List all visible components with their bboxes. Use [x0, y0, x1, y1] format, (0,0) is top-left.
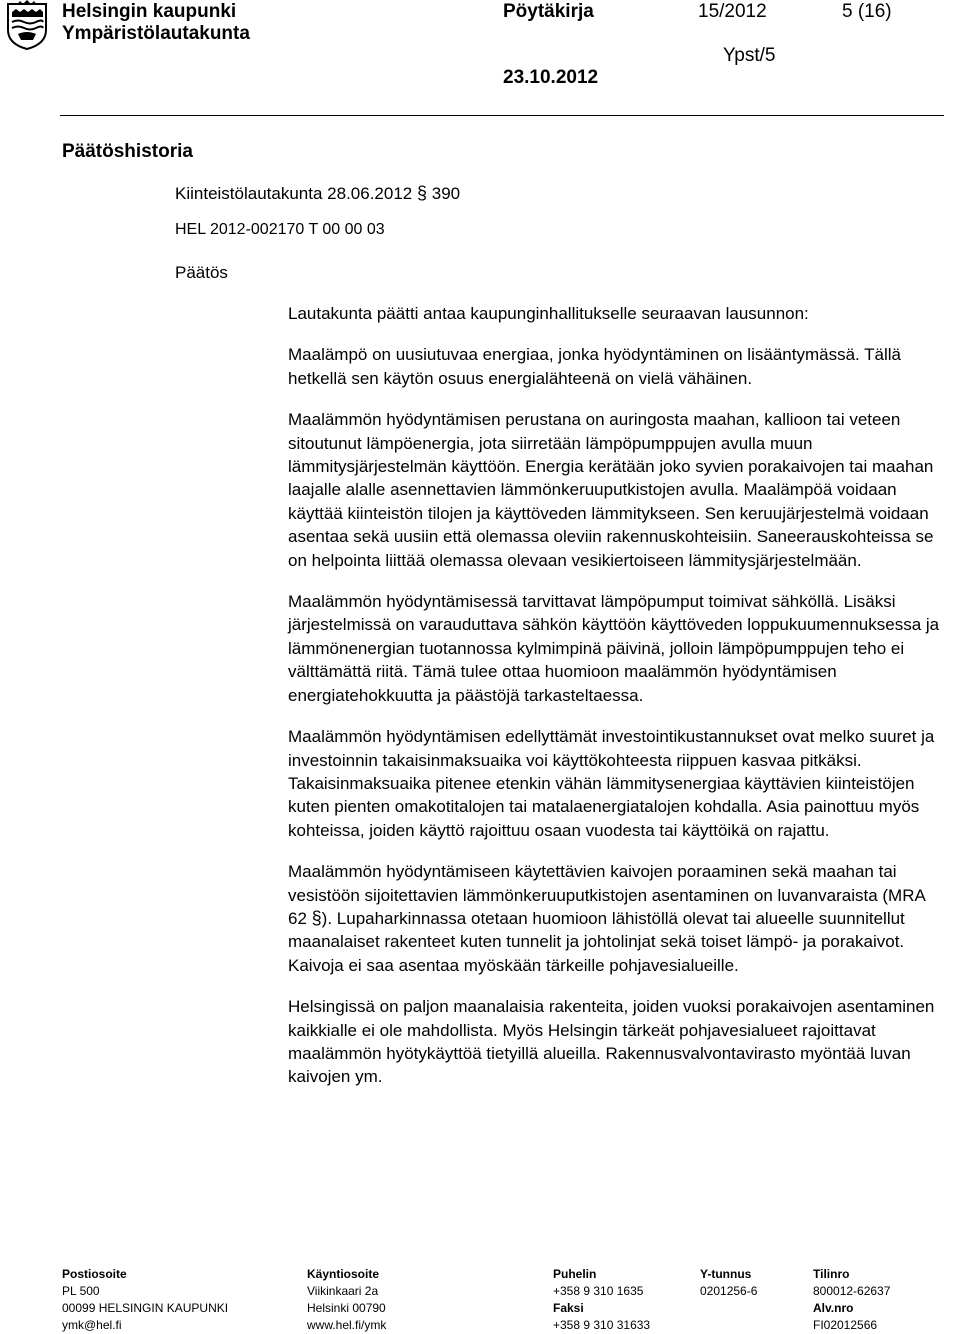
footer-phone: Puhelin +358 9 310 1635 Faksi +358 9 310 31633	[553, 1267, 651, 1332]
paragraph: Lautakunta päätti antaa kaupunginhallitukselle seuraavan lausunnon:	[288, 304, 809, 323]
decision-label: Päätös	[175, 263, 228, 282]
diary-number: HEL 2012-002170 T 00 00 03	[175, 221, 385, 238]
footer-postal: Postiosoite PL 500 00099 HELSINGIN KAUPUNKI ymk@hel.fi	[62, 1267, 229, 1332]
document-type: Pöytäkirja	[503, 1, 594, 22]
helsinki-crest-logo	[6, 0, 48, 50]
paragraph: Maalämmön hyödyntämisessä tarvittavat lämpöpumput toimivat sähköllä. Lisäksi järjestelmissä on varauduttava sähkön käyttöön käyttöveden loppukuumennuksessa ja lämmönenergian tuotannossa kylmimpinä päivinä, jolloin lämpöpumppujen teho ei välttämättä riitä. Tämä tulee ottaa huomioon maalämmön hyödyntämisen energiatehokkuutta ja päästöjä tarkasteltaessa.	[288, 592, 940, 705]
email-link[interactable]: ymk@hel.fi	[62, 1318, 122, 1332]
decision-body	[288, 302, 944, 1107]
meeting-date: 23.10.2012	[503, 67, 599, 88]
footer-account: Tilinro 800012-62637 Alv.nro FI02012566	[813, 1267, 891, 1332]
header-divider	[60, 115, 944, 116]
website-link[interactable]: www.hel.fi/ymk	[307, 1318, 387, 1332]
history-heading: Päätöshistoria	[62, 141, 193, 162]
section-sign-icon: §	[416, 183, 427, 203]
history-section-number: 390	[431, 184, 461, 203]
department-name: Ympäristölautakunta	[62, 23, 250, 44]
footer-business-id: Y-tunnus 0201256-6	[700, 1267, 758, 1298]
paragraph: Maalämmön hyödyntämisen perustana on auringosta maahan, kallioon tai veteen sitoutunut lämpöenergia, jota siirretään lämpöpumppujen avulla muun lämmitysjärjestelmän käyttöön. Energia kerätään joko syvien porakaivojen tai maahan laajalle alalle asennettavien lämmönkeruuputkistojen avulla. Maalämpöä voidaan käyttää kiinteistön tilojen ja käyttöveden lämmitykseen. Sen keruujärjestelmä voidaan asentaa sekä uusiin että olemassa oleviin rakennuskohteisiin. Saneerauskohteissa se on helpointa liittää olemassa olevaan vesikiertoiseen lämmitysjärjestelmään.	[288, 410, 934, 570]
section-id: Ypst/5	[723, 45, 776, 66]
document-number: 15/2012	[698, 1, 767, 22]
paragraph: Helsingissä on paljon maanalaisia rakenteita, joiden vuoksi porakaivojen asentaminen kaikkialle ei ole mahdollista. Myös Helsingin tärkeät pohjavesialueet rajoittavat maalämmön hyötykäyttöä tietyillä alueilla. Rakennusvalvontavirasto myöntää luvan kaivojen ym.	[288, 997, 935, 1087]
page-number: 5 (16)	[842, 1, 892, 22]
section-sign-icon: §	[311, 907, 322, 928]
footer-visiting: Käyntiosoite Viikinkaari 2a Helsinki 00790 www.hel.fi/ymk	[307, 1267, 387, 1332]
paragraph: Maalämpö on uusiutuvaa energiaa, jonka hyödyntäminen on lisääntymässä. Tällä hetkellä sen käytön osuus energialähteenä on vielä vähäinen.	[288, 345, 902, 388]
history-body: Kiinteistölautakunta 28.06.2012 § 390	[175, 183, 461, 203]
org-name: Helsingin kaupunki	[62, 1, 237, 22]
paragraph-mra: Maalämmön hyödyntämiseen käytettävien kaivojen poraaminen sekä maahan tai vesistöön sijoitettavien lämmönkeruuputkistojen asentaminen on luvanvaraista (MRA 62 §). Lupaharkinnassa otetaan huomioon lähistöllä olevat tai alueelle suunnitellut maanalaiset rakenteet kuten tunnelit ja johtolinjat sekä toiset lämpö- ja porakaivot. Kaivoja ei saa asentaa myöskään tärkeille pohjavesialueille.	[288, 862, 925, 975]
paragraph: Maalämmön hyödyntämisen edellyttämät investointikustannukset ovat melko suuret ja investoinnin takaisinmaksuaika voi käyttökohteesta riippuen kasvaa pitkäksi. Takaisinmaksuaika pitenee etenkin vähän lämmitysenergiaa käyttävien kiinteistöjen kuten pienten omakotitalojen tai matalaenergiatalojen kohdalla. Asia painottuu myös kohteissa, joiden käyttö rajoittuu osaan vuodesta tai käyttöikä on rajattu.	[288, 727, 935, 840]
